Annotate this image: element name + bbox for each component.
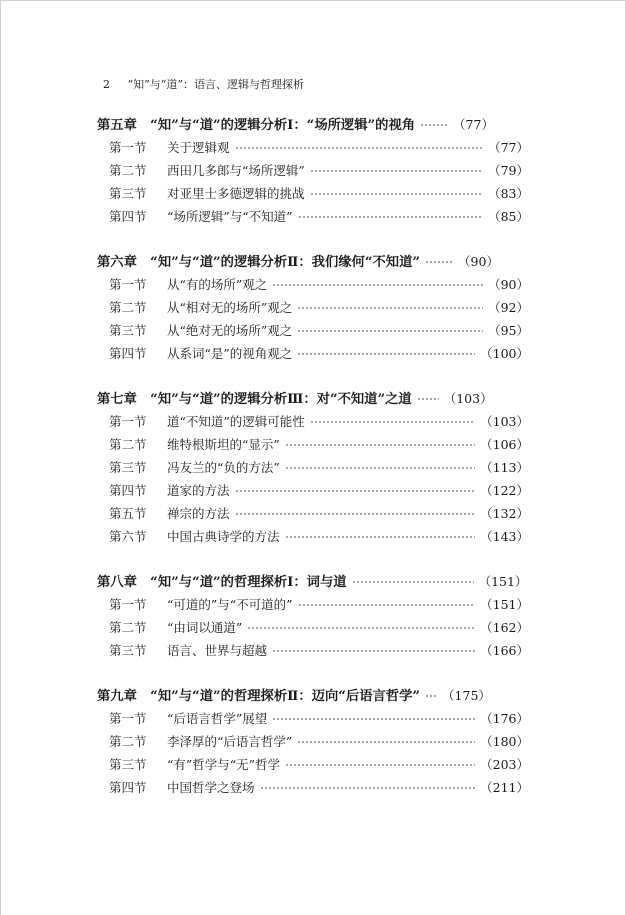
dot-leader	[247, 626, 475, 630]
chapter-heading	[97, 570, 529, 593]
section-title: “场所逻辑”与“不知道”	[167, 209, 293, 224]
toc-section-entry	[97, 410, 529, 433]
section-title: “可道的”与“不可道的”	[167, 597, 293, 612]
toc-section-entry	[97, 319, 529, 342]
section-page-number: （211）	[480, 780, 529, 795]
section-page-number: （122）	[480, 483, 529, 498]
section-page-number: （151）	[480, 597, 529, 612]
section-number: 第二节	[109, 300, 147, 315]
dot-leader	[235, 512, 476, 516]
dot-leader	[272, 717, 475, 721]
section-title: 西田几多郎与“场所逻辑”	[167, 163, 305, 178]
toc-section-entry	[97, 296, 529, 319]
section-number: 第二节	[109, 620, 147, 635]
section-number: 第五节	[109, 506, 147, 521]
dot-leader	[260, 786, 476, 790]
section-title: 关于逻辑观	[167, 140, 230, 155]
section-title: 维特根斯坦的“显示”	[167, 437, 280, 452]
dot-leader	[310, 192, 484, 196]
dot-leader	[352, 580, 474, 584]
toc-section-entry	[97, 753, 529, 776]
section-page-number: （103）	[480, 414, 529, 429]
header-book-title: “知”与“道”：语言、逻辑与哲理探析	[127, 78, 304, 91]
section-title: 道家的方法	[167, 483, 230, 498]
dot-leader	[298, 603, 476, 607]
toc-section-entry	[97, 136, 529, 159]
dot-leader	[235, 489, 476, 493]
toc-section-entry	[97, 730, 529, 753]
running-header	[103, 76, 304, 92]
page-edge-top	[0, 0, 625, 1]
section-title: 禅宗的方法	[167, 506, 230, 521]
section-page-number: （162）	[480, 620, 529, 635]
section-number: 第二节	[109, 734, 147, 749]
dot-leader	[285, 535, 476, 539]
section-number: 第四节	[109, 346, 147, 361]
dot-leader	[297, 352, 475, 356]
section-title: 从“有的场所”观之	[167, 277, 268, 292]
section-title: “由词以通道”	[167, 620, 243, 635]
chapter-block	[97, 387, 529, 548]
section-page-number: （203）	[480, 757, 529, 772]
section-page-number: （77）	[488, 140, 529, 155]
section-page-number: （90）	[488, 277, 529, 292]
chapter-page-number: （90）	[458, 254, 499, 269]
chapter-title: 第五章 “知”与“道”的逻辑分析Ⅰ：“场所逻辑”的视角	[97, 118, 416, 133]
table-of-contents	[97, 113, 529, 821]
dot-leader	[298, 215, 484, 219]
toc-section-entry	[97, 342, 529, 365]
section-number: 第一节	[109, 277, 147, 292]
dot-leader	[297, 740, 475, 744]
section-page-number: （143）	[480, 529, 529, 544]
section-page-number: （83）	[488, 186, 529, 201]
chapter-page-number: （103）	[443, 391, 493, 406]
toc-section-entry	[97, 616, 529, 639]
chapter-title: 第八章 “知”与“道”的哲理探析Ⅰ：词与道	[97, 575, 347, 590]
chapter-block	[97, 250, 529, 365]
dot-leader	[310, 420, 475, 424]
toc-section-entry	[97, 707, 529, 730]
section-title: 从系词“是”的视角观之	[167, 346, 293, 361]
section-title: “有”哲学与“无”哲学	[167, 757, 281, 772]
section-page-number: （113）	[480, 460, 529, 475]
dot-leader	[420, 123, 448, 127]
dot-leader	[425, 694, 437, 698]
section-number: 第三节	[109, 460, 147, 475]
chapter-page-number: （77）	[453, 117, 494, 132]
section-page-number: （176）	[480, 711, 529, 726]
toc-section-entry	[97, 776, 529, 799]
section-number: 第四节	[109, 780, 147, 795]
section-title: 语言、世界与超越	[167, 643, 268, 658]
section-page-number: （100）	[480, 346, 529, 361]
section-title: 道“不知道”的逻辑可能性	[167, 414, 305, 429]
chapter-heading	[97, 250, 529, 273]
dot-leader	[272, 649, 475, 653]
section-page-number: （95）	[488, 323, 529, 338]
section-page-number: （166）	[480, 643, 529, 658]
dot-leader	[297, 329, 483, 333]
section-title: 对亚里士多德逻辑的挑战	[167, 186, 305, 201]
chapter-title: 第九章 “知”与“道”的哲理探析Ⅱ：迈向“后语言哲学”	[97, 689, 421, 704]
section-title: 中国哲学之登场	[167, 780, 255, 795]
section-page-number: （79）	[488, 163, 529, 178]
toc-section-entry	[97, 159, 529, 182]
section-number: 第一节	[109, 414, 147, 429]
dot-leader	[272, 283, 483, 287]
section-number: 第三节	[109, 757, 147, 772]
section-number: 第二节	[109, 163, 147, 178]
dot-leader	[297, 306, 483, 310]
section-title: 冯友兰的“负的方法”	[167, 460, 280, 475]
dot-leader	[285, 763, 475, 767]
dot-leader	[285, 466, 475, 470]
chapter-page-number: （175）	[442, 688, 491, 703]
chapter-heading	[97, 684, 529, 707]
section-page-number: （106）	[480, 437, 529, 452]
toc-section-entry	[97, 639, 529, 662]
dot-leader	[235, 146, 484, 150]
section-page-number: （132）	[480, 506, 529, 521]
section-number: 第二节	[109, 437, 147, 452]
toc-section-entry	[97, 182, 529, 205]
section-title: 从“绝对无的场所”观之	[167, 323, 293, 338]
chapter-block	[97, 684, 529, 799]
section-number: 第四节	[109, 483, 147, 498]
toc-section-entry	[97, 273, 529, 296]
section-number: 第一节	[109, 597, 147, 612]
section-number: 第三节	[109, 323, 147, 338]
section-title: 从“相对无的场所”观之	[167, 300, 293, 315]
chapter-heading	[97, 113, 529, 136]
section-page-number: （180）	[480, 734, 529, 749]
chapter-block	[97, 113, 529, 228]
section-page-number: （92）	[488, 300, 529, 315]
section-title: 中国古典诗学的方法	[167, 529, 280, 544]
toc-section-entry	[97, 456, 529, 479]
section-number: 第一节	[109, 140, 147, 155]
section-page-number: （85）	[488, 209, 529, 224]
dot-leader	[310, 169, 483, 173]
section-number: 第三节	[109, 643, 147, 658]
header-page-number: 2	[103, 78, 110, 91]
section-number: 第四节	[109, 209, 147, 224]
section-title: “后语言哲学”展望	[167, 711, 268, 726]
toc-section-entry	[97, 479, 529, 502]
dot-leader	[425, 260, 453, 264]
toc-section-entry	[97, 593, 529, 616]
chapter-title: 第六章 “知”与“道”的逻辑分析Ⅱ：我们缘何“不知道”	[97, 255, 421, 270]
dot-leader	[285, 443, 475, 447]
chapter-page-number: （151）	[478, 574, 528, 589]
toc-section-entry	[97, 433, 529, 456]
section-number: 第一节	[109, 711, 147, 726]
toc-section-entry	[97, 525, 529, 548]
chapter-heading	[97, 387, 529, 410]
dot-leader	[417, 397, 439, 401]
chapter-title: 第七章 “知”与“道”的逻辑分析Ⅲ：对“不知道”之道	[97, 392, 412, 407]
toc-section-entry	[97, 205, 529, 228]
section-number: 第三节	[109, 186, 147, 201]
section-number: 第六节	[109, 529, 147, 544]
toc-section-entry	[97, 502, 529, 525]
page-edge-left	[0, 0, 1, 915]
section-title: 李泽厚的“后语言哲学”	[167, 734, 293, 749]
chapter-block	[97, 570, 529, 662]
